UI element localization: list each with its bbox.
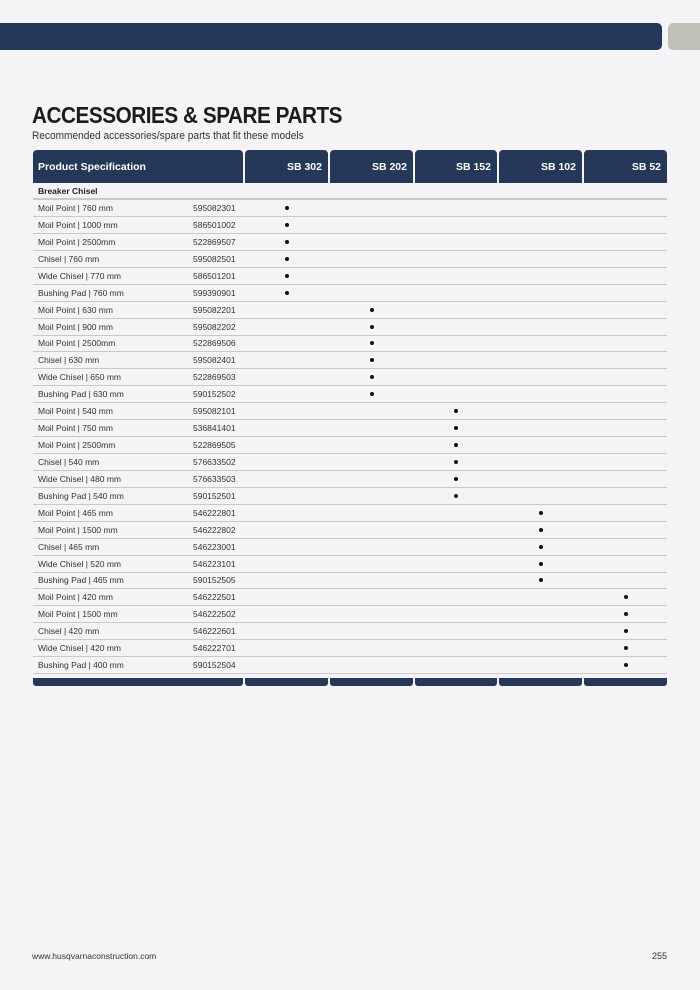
part-name: Moil Point | 760 mm [38,203,113,213]
part-number: 522869505 [193,440,236,451]
part-number: 595082401 [193,355,236,366]
table-footer-bar [330,678,413,686]
header-model: SB 102 [499,150,582,183]
table-row [33,539,667,556]
header-model: SB 52 [584,150,667,183]
section-tab [668,23,700,50]
part-name: Moil Point | 420 mm [38,592,113,603]
table-row [33,302,667,319]
part-number: 595082201 [193,304,236,315]
part-name: Bushing Pad | 540 mm [38,490,124,501]
fit-indicator-dot [285,240,289,244]
table-row [33,335,667,352]
table-row [33,420,667,437]
table-row [33,488,667,505]
page-title: ACCESSORIES & SPARE PARTS [32,102,343,128]
fit-indicator-dot [454,494,458,498]
table-row [33,285,667,302]
table-row [33,454,667,471]
fit-indicator-dot [624,663,628,667]
part-number: 522869507 [193,236,236,247]
fit-indicator-dot [454,460,458,464]
table-row [33,251,667,268]
table-footer-bar [499,678,582,686]
table-row [33,640,667,657]
fit-indicator-dot [370,392,374,396]
table-row [33,657,667,674]
page-number: 255 [651,951,667,961]
page-subtitle: Recommended accessories/spare parts that fit these models [32,130,304,142]
fit-indicator-dot [370,341,374,345]
header-model: SB 302 [245,150,328,183]
table-row [33,623,667,640]
part-number: 546222501 [193,592,236,603]
table-row [33,234,667,251]
fit-indicator-dot [285,291,289,295]
part-number: 576633502 [193,456,236,467]
fit-indicator-dot [454,426,458,430]
table-footer-bar [245,678,328,686]
part-name: Moil Point | 900 mm [38,321,113,332]
fit-indicator-dot [539,511,543,515]
part-name: Moil Point | 630 mm [38,304,113,315]
part-name: Bushing Pad | 630 mm [38,389,124,400]
table-row [33,200,667,217]
table-footer-bar [584,678,667,686]
fit-indicator-dot [624,612,628,616]
part-name: Wide Chisel | 650 mm [38,372,121,383]
part-number: 595082202 [193,321,236,332]
website-url[interactable]: www.husqvarnaconstruction.com [32,951,157,961]
part-number: 546222801 [193,507,236,518]
table-footer-bar [33,678,243,686]
table-row [33,471,667,488]
part-number: 599390901 [193,287,236,298]
table-row [33,369,667,386]
fit-indicator-dot [454,443,458,447]
part-number: 576633503 [193,473,236,484]
part-number: 590152505 [193,575,236,586]
part-name: Wide Chisel | 770 mm [38,270,121,281]
fit-indicator-dot [539,562,543,566]
table-row [33,606,667,623]
part-name: Wide Chisel | 420 mm [38,643,121,654]
part-name: Chisel | 630 mm [38,355,100,366]
part-number: 546222802 [193,524,236,535]
part-number: 595082501 [193,253,236,264]
table-row [33,268,667,285]
fit-indicator-dot [370,308,374,312]
fit-indicator-dot [624,595,628,599]
table-row [33,352,667,369]
part-number: 522869506 [193,338,236,349]
part-name: Moil Point | 2500mm [38,440,116,451]
part-number: 586501201 [193,270,236,281]
part-name: Chisel | 760 mm [38,253,100,264]
table-row [33,403,667,420]
table-row [33,572,667,589]
part-number: 586501002 [193,219,236,230]
part-number: 536841401 [193,423,236,434]
header-model: SB 152 [415,150,497,183]
part-name: Wide Chisel | 520 mm [38,558,121,569]
part-name: Chisel | 465 mm [38,541,100,552]
table-row [33,217,667,234]
part-number: 595082101 [193,406,236,417]
header-model: SB 202 [330,150,413,183]
table-row [33,437,667,454]
part-name: Moil Point | 1500 mm [38,609,118,620]
fit-indicator-dot [370,325,374,329]
part-number: 546222601 [193,626,236,637]
fit-indicator-dot [285,206,289,210]
table-row [33,319,667,336]
header-product-specification: Product Specification [33,150,243,183]
fit-indicator-dot [624,629,628,633]
part-name: Moil Point | 465 mm [38,507,113,518]
group-label: Breaker Chisel [33,183,667,200]
part-number: 590152504 [193,660,236,671]
part-number: 546223001 [193,541,236,552]
fit-indicator-dot [454,477,458,481]
part-name: Chisel | 540 mm [38,456,100,467]
part-name: Chisel | 420 mm [38,626,100,637]
part-name: Bushing Pad | 760 mm [38,287,124,298]
part-name: Moil Point | 1000 mm [38,219,118,230]
part-name: Moil Point | 2500mm [38,338,116,349]
fit-indicator-dot [624,646,628,650]
header-bar [0,23,662,50]
table-row [33,386,667,403]
part-name: Moil Point | 750 mm [38,423,113,434]
part-name: Moil Point | 1500 mm [38,524,118,535]
table-row [33,522,667,539]
fit-indicator-dot [370,358,374,362]
table-row [33,589,667,606]
fit-indicator-dot [539,578,543,582]
table-footer-bar [415,678,497,686]
part-name: Wide Chisel | 480 mm [38,473,121,484]
fit-indicator-dot [539,545,543,549]
fit-indicator-dot [285,274,289,278]
fit-indicator-dot [454,409,458,413]
part-number: 595082301 [193,203,236,213]
part-number: 546222502 [193,609,236,620]
part-number: 590152502 [193,389,236,400]
part-number: 590152501 [193,490,236,501]
part-name: Bushing Pad | 400 mm [38,660,124,671]
part-number: 546223101 [193,558,236,569]
fit-indicator-dot [539,528,543,532]
table-row [33,505,667,522]
fit-indicator-dot [285,257,289,261]
part-name: Moil Point | 540 mm [38,406,113,417]
part-number: 522869503 [193,372,236,383]
fit-indicator-dot [370,375,374,379]
table-row [33,556,667,573]
part-name: Bushing Pad | 465 mm [38,575,124,586]
part-name: Moil Point | 2500mm [38,236,116,247]
fit-indicator-dot [285,223,289,227]
part-number: 546222701 [193,643,236,654]
